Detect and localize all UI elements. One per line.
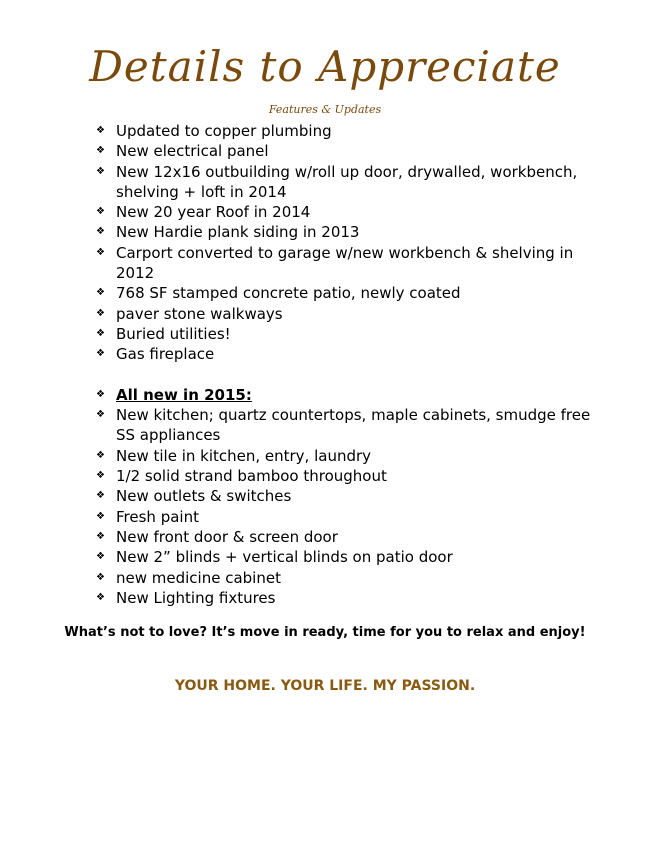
diamond-bullet-icon: ❖ [96, 165, 105, 177]
list-item [96, 283, 596, 303]
list-item-text: New front door & screen door [116, 527, 338, 546]
list-item-text: New outlets & switches [116, 487, 292, 506]
list-item-text: Updated to copper plumbing [116, 122, 332, 140]
diamond-bullet-icon: ❖ [96, 571, 105, 583]
list-item [96, 222, 596, 242]
list-item [96, 588, 596, 608]
list-item [96, 486, 596, 506]
features-list [96, 121, 596, 608]
diamond-bullet-icon: ❖ [96, 591, 105, 603]
diamond-bullet-icon: ❖ [96, 327, 105, 339]
diamond-bullet-icon: ❖ [96, 246, 105, 258]
page-subtitle: Features & Updates [268, 103, 382, 116]
diamond-bullet-icon: ❖ [96, 125, 105, 136]
diamond-bullet-icon: ❖ [96, 388, 105, 400]
list-item-text: New Hardie plank siding in 2013 [116, 223, 360, 242]
list-item-text: Carport converted to garage w/new workbench & shelving in 2012 [116, 243, 574, 283]
list-item-text: New Lighting fixtures [116, 588, 276, 607]
diamond-bullet-icon: ❖ [96, 287, 105, 299]
diamond-bullet-icon: ❖ [96, 449, 105, 461]
list-item [96, 507, 596, 527]
list-item-text: New tile in kitchen, entry, laundry [116, 446, 372, 465]
diamond-bullet-icon: ❖ [96, 470, 105, 482]
diamond-bullet-icon: ❖ [96, 510, 105, 522]
list-item-text: New 2” blinds + vertical blinds on patio door [116, 548, 453, 567]
diamond-bullet-icon: ❖ [96, 409, 105, 421]
list-item [96, 141, 596, 161]
list-item-text: 1/2 solid strand bamboo throughout [116, 467, 387, 486]
list-item [96, 162, 596, 203]
list-item-text: new medicine cabinet [116, 568, 281, 587]
diamond-bullet-icon: ❖ [96, 530, 105, 542]
footer-slogan: YOUR HOME. YOUR LIFE. MY PASSION. [174, 678, 476, 694]
list-item-text: New 20 year Roof in 2014 [116, 203, 311, 222]
list-item [96, 243, 596, 284]
list-item [96, 527, 596, 547]
list-item [96, 547, 596, 567]
diamond-bullet-icon: ❖ [96, 348, 105, 360]
list-item-text: paver stone walkways [116, 304, 283, 323]
section-spacer [96, 365, 596, 385]
list-item-text: Gas fireplace [116, 345, 215, 364]
list-item-text: New electrical panel [116, 142, 269, 161]
diamond-bullet-icon: ❖ [96, 226, 105, 238]
tagline: What’s not to love? It’s move in ready, time for you to relax and enjoy! [64, 625, 586, 640]
list-item [96, 304, 596, 324]
diamond-bullet-icon: ❖ [96, 206, 105, 218]
section-heading: All new in 2015: [116, 385, 252, 404]
diamond-bullet-icon: ❖ [96, 145, 105, 157]
list-item-text: Fresh paint [116, 507, 199, 526]
diamond-bullet-icon: ❖ [96, 551, 105, 563]
list-item [96, 466, 596, 486]
page-title: Details to Appreciate [89, 42, 561, 91]
list-item-text: New 12x16 outbuilding w/roll up door, drywalled, workbench, shelving + loft in 2014 [116, 162, 578, 201]
list-item [96, 202, 596, 222]
list-item [96, 121, 596, 141]
list-item [96, 568, 596, 588]
diamond-bullet-icon: ❖ [96, 490, 105, 502]
list-item [96, 405, 596, 446]
list-item-text: New kitchen; quartz countertops, maple cabinets, smudge free SS appliances [116, 406, 591, 445]
list-item [96, 344, 596, 364]
list-item [96, 324, 596, 344]
list-item-text: Buried utilities! [116, 324, 231, 343]
section-heading-item [96, 385, 596, 405]
diamond-bullet-icon: ❖ [96, 307, 105, 319]
list-item [96, 446, 596, 466]
list-item-text: 768 SF stamped concrete patio, newly coated [116, 284, 461, 303]
